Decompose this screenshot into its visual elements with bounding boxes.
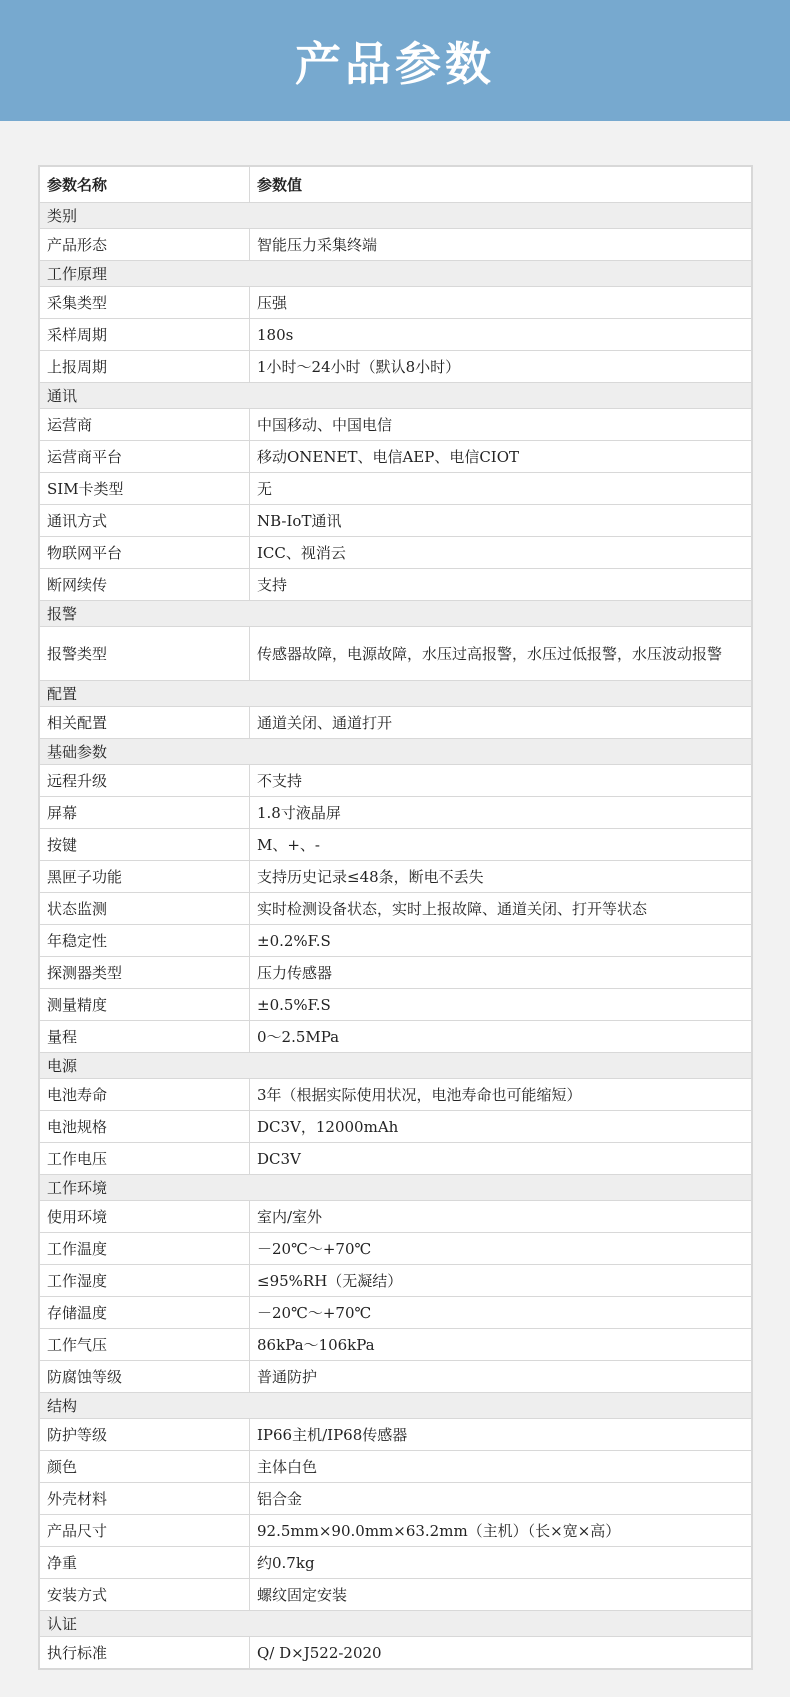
param-value: 86kPa～106kPa (250, 1329, 752, 1361)
table-row (40, 505, 752, 537)
param-name: 断网续传 (40, 569, 250, 601)
parameter-table-container (38, 165, 753, 1670)
param-name: 防护等级 (40, 1419, 250, 1451)
param-value: 室内/室外 (250, 1201, 752, 1233)
category-label: 基础参数 (40, 739, 752, 765)
table-row (40, 537, 752, 569)
category-label: 工作原理 (40, 261, 752, 287)
param-name: 状态监测 (40, 893, 250, 925)
table-row (40, 1515, 752, 1547)
table-row (40, 765, 752, 797)
param-value: IP66主机/IP68传感器 (250, 1419, 752, 1451)
param-name: 黑匣子功能 (40, 861, 250, 893)
param-name: 执行标准 (40, 1637, 250, 1669)
param-value: ICC、视消云 (250, 537, 752, 569)
param-name: 远程升级 (40, 765, 250, 797)
category-row (40, 1611, 752, 1637)
category-label: 配置 (40, 681, 752, 707)
table-row (40, 1143, 752, 1175)
param-value: 支持 (250, 569, 752, 601)
param-name: 采样周期 (40, 319, 250, 351)
category-row (40, 261, 752, 287)
category-label: 工作环境 (40, 1175, 752, 1201)
table-row (40, 1547, 752, 1579)
param-value: 约0.7kg (250, 1547, 752, 1579)
table-row (40, 1451, 752, 1483)
param-name: 相关配置 (40, 707, 250, 739)
param-value: 压强 (250, 287, 752, 319)
category-row (40, 739, 752, 765)
table-row (40, 1201, 752, 1233)
table-row (40, 1483, 752, 1515)
param-value: NB-IoT通讯 (250, 505, 752, 537)
table-row (40, 1579, 752, 1611)
param-value: ±0.2%F.S (250, 925, 752, 957)
param-name: 存储温度 (40, 1297, 250, 1329)
table-row (40, 797, 752, 829)
param-value: 通道关闭、通道打开 (250, 707, 752, 739)
param-name: 测量精度 (40, 989, 250, 1021)
param-value: 中国移动、中国电信 (250, 409, 752, 441)
param-value: 3年（根据实际使用状况，电池寿命也可能缩短） (250, 1079, 752, 1111)
table-row (40, 287, 752, 319)
param-name: 量程 (40, 1021, 250, 1053)
param-name: 净重 (40, 1547, 250, 1579)
param-name: 物联网平台 (40, 537, 250, 569)
category-label: 电源 (40, 1053, 752, 1079)
param-value: M、+、- (250, 829, 752, 861)
param-name: 工作气压 (40, 1329, 250, 1361)
category-row (40, 601, 752, 627)
table-row (40, 893, 752, 925)
param-value: Q/ D×J522-2020 (250, 1637, 752, 1669)
param-name: 运营商平台 (40, 441, 250, 473)
param-name: 探测器类型 (40, 957, 250, 989)
param-value: －20℃～+70℃ (250, 1233, 752, 1265)
category-row (40, 383, 752, 409)
table-row (40, 569, 752, 601)
param-name: 防腐蚀等级 (40, 1361, 250, 1393)
table-row (40, 473, 752, 505)
table-row (40, 1233, 752, 1265)
category-row (40, 203, 752, 229)
category-label: 认证 (40, 1611, 752, 1637)
param-name: 电池规格 (40, 1111, 250, 1143)
header-param-value: 参数值 (250, 167, 752, 203)
param-value: ≤95%RH（无凝结） (250, 1265, 752, 1297)
category-label: 结构 (40, 1393, 752, 1419)
param-name: 上报周期 (40, 351, 250, 383)
param-value: 铝合金 (250, 1483, 752, 1515)
param-name: 工作电压 (40, 1143, 250, 1175)
param-name: 工作湿度 (40, 1265, 250, 1297)
param-name: 运营商 (40, 409, 250, 441)
param-value: 普通防护 (250, 1361, 752, 1393)
param-value: DC3V，12000mAh (250, 1111, 752, 1143)
page-title: 产品参数 (295, 36, 495, 91)
table-row (40, 1637, 752, 1669)
param-name: 按键 (40, 829, 250, 861)
category-label: 类别 (40, 203, 752, 229)
param-name: 通讯方式 (40, 505, 250, 537)
param-value: DC3V (250, 1143, 752, 1175)
param-value: －20℃～+70℃ (250, 1297, 752, 1329)
param-value: 主体白色 (250, 1451, 752, 1483)
param-name: 年稳定性 (40, 925, 250, 957)
table-row (40, 441, 752, 473)
table-row (40, 989, 752, 1021)
table-row (40, 1297, 752, 1329)
table-row (40, 829, 752, 861)
param-value: 智能压力采集终端 (250, 229, 752, 261)
param-name: 采集类型 (40, 287, 250, 319)
param-name: 颜色 (40, 1451, 250, 1483)
param-name: 使用环境 (40, 1201, 250, 1233)
category-label: 通讯 (40, 383, 752, 409)
param-name: 安装方式 (40, 1579, 250, 1611)
param-value: 92.5mm×90.0mm×63.2mm（主机）（长×宽×高） (250, 1515, 752, 1547)
table-row (40, 1265, 752, 1297)
parameter-table-body (40, 167, 752, 1669)
table-header-row (40, 167, 752, 203)
param-value: 移动ONENET、电信AEP、电信CIOT (250, 441, 752, 473)
table-row (40, 1021, 752, 1053)
param-name: 报警类型 (40, 627, 250, 681)
param-value: 1小时～24小时（默认8小时） (250, 351, 752, 383)
category-row (40, 1175, 752, 1201)
param-value: 实时检测设备状态，实时上报故障、通道关闭、打开等状态 (250, 893, 752, 925)
table-row (40, 1079, 752, 1111)
param-name: 电池寿命 (40, 1079, 250, 1111)
table-row (40, 229, 752, 261)
param-value: 0～2.5MPa (250, 1021, 752, 1053)
param-name: 工作温度 (40, 1233, 250, 1265)
parameter-table (39, 166, 752, 1669)
param-name: 产品形态 (40, 229, 250, 261)
param-value: 螺纹固定安装 (250, 1579, 752, 1611)
table-row (40, 1361, 752, 1393)
param-value: 支持历史记录≤48条，断电不丢失 (250, 861, 752, 893)
table-row (40, 861, 752, 893)
table-row (40, 627, 752, 681)
param-name: SIM卡类型 (40, 473, 250, 505)
param-value: 1.8寸液晶屏 (250, 797, 752, 829)
category-row (40, 1053, 752, 1079)
table-row (40, 409, 752, 441)
param-name: 屏幕 (40, 797, 250, 829)
header-param-name: 参数名称 (40, 167, 250, 203)
page-banner (0, 0, 790, 121)
param-value: 压力传感器 (250, 957, 752, 989)
table-row (40, 1329, 752, 1361)
table-row (40, 319, 752, 351)
category-label: 报警 (40, 601, 752, 627)
param-name: 外壳材料 (40, 1483, 250, 1515)
param-value: 180s (250, 319, 752, 351)
category-row (40, 681, 752, 707)
param-value: 不支持 (250, 765, 752, 797)
table-row (40, 351, 752, 383)
table-row (40, 925, 752, 957)
param-value: ±0.5%F.S (250, 989, 752, 1021)
table-row (40, 957, 752, 989)
category-row (40, 1393, 752, 1419)
table-row (40, 1419, 752, 1451)
table-row (40, 707, 752, 739)
param-value: 传感器故障，电源故障，水压过高报警，水压过低报警，水压波动报警 (250, 627, 752, 681)
param-name: 产品尺寸 (40, 1515, 250, 1547)
table-row (40, 1111, 752, 1143)
param-value: 无 (250, 473, 752, 505)
